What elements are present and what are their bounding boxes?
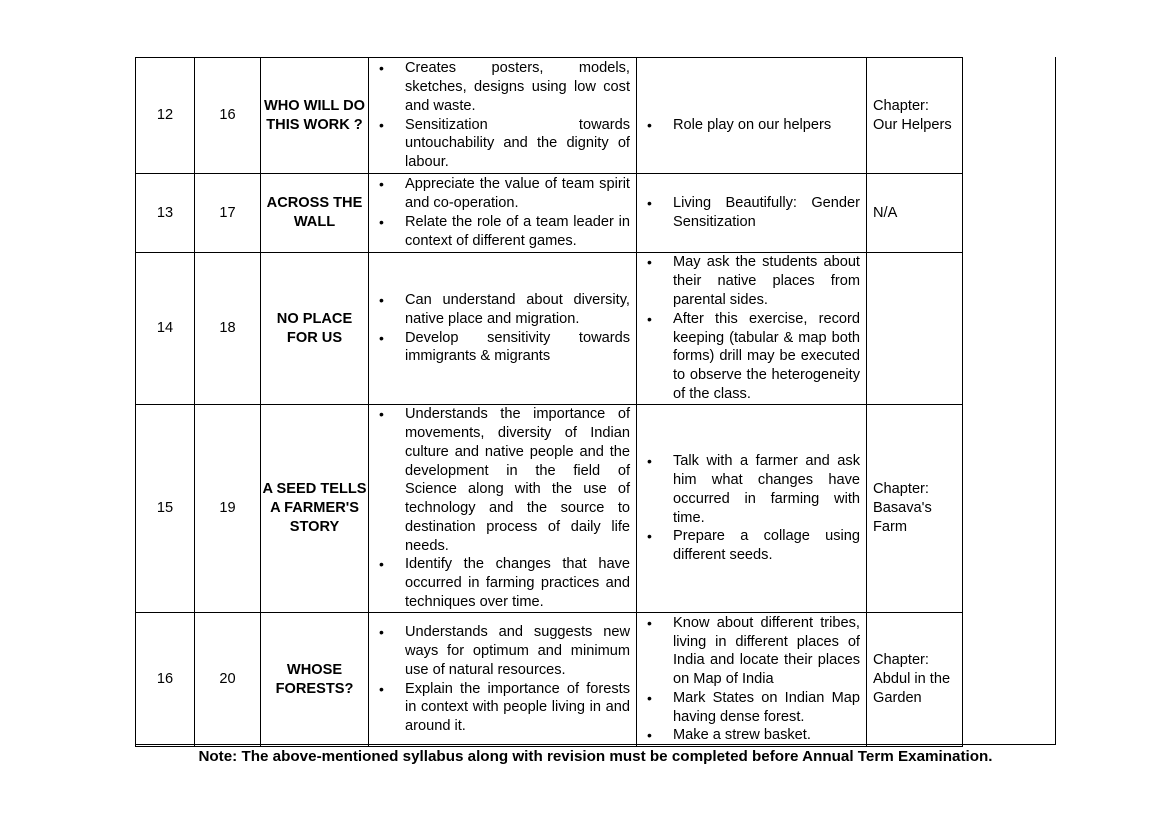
serial-number: 12 <box>136 58 195 174</box>
learning-outcomes <box>369 613 637 747</box>
list-item: • After this exercise, record keeping (tabular & map both forms) drill may be executed to observe the heterogeneity of the class. <box>637 310 866 404</box>
serial-number: 14 <box>136 253 195 405</box>
list-item: • Living Beautifully: Gender Sensitization <box>637 194 866 232</box>
reference: Chapter: Abdul in the Garden <box>867 613 963 747</box>
learning-outcomes <box>369 174 637 253</box>
lesson-title: A SEED TELLS A FARMER'S STORY <box>261 405 369 613</box>
learning-outcomes <box>369 405 637 613</box>
lesson-title: NO PLACE FOR US <box>261 253 369 405</box>
footer-note: Note: The above-mentioned syllabus along with revision must be completed before Annual Term Examination. <box>198 748 993 765</box>
lesson-title: ACROSS THE WALL <box>261 174 369 253</box>
lesson-title: WHOSE FORESTS? <box>261 613 369 747</box>
list-item: • Develop sensitivity towards immigrants & migrants <box>369 329 636 367</box>
table-row <box>136 405 963 613</box>
list-item: • Identify the changes that have occurred in farming practices and techniques over time. <box>369 555 636 611</box>
list-item: • Talk with a farmer and ask him what changes have occurred in farming with time. <box>637 452 866 527</box>
list-item: • Role play on our helpers <box>637 116 866 135</box>
list-item: • Understands the importance of movements, diversity of Indian culture and native people and the development in the field of Science along with the use of technology and the source to destination process of daily life needs. <box>369 405 636 555</box>
list-item: • Appreciate the value of team spirit and co-operation. <box>369 175 636 213</box>
table-row <box>136 253 963 405</box>
list-item: • Sensitization towards untouchability and the dignity of labour. <box>369 116 636 172</box>
list-item: • May ask the students about their native places from parental sides. <box>637 253 866 309</box>
serial-number: 16 <box>136 613 195 747</box>
learning-outcomes <box>369 253 637 405</box>
list-item: • Relate the role of a team leader in context of different games. <box>369 213 636 251</box>
lesson-number: 18 <box>195 253 261 405</box>
list-item: • Understands and suggests new ways for optimum and minimum use of natural resources. <box>369 623 636 679</box>
reference: N/A <box>867 174 963 253</box>
serial-number: 13 <box>136 174 195 253</box>
lesson-number: 16 <box>195 58 261 174</box>
reference: Chapter: Our Helpers <box>867 58 963 174</box>
list-item: • Can understand about diversity, native place and migration. <box>369 291 636 329</box>
activities <box>637 58 867 174</box>
list-item: • Explain the importance of forests in context with people living in and around it. <box>369 680 636 736</box>
table-row <box>136 174 963 253</box>
list-item: • Know about different tribes, living in different places of India and locate their places on Map of India <box>637 614 866 689</box>
activities <box>637 174 867 253</box>
learning-outcomes <box>369 58 637 174</box>
table-row <box>136 58 963 174</box>
lesson-number: 17 <box>195 174 261 253</box>
lesson-number: 20 <box>195 613 261 747</box>
list-item: • Prepare a collage using different seeds. <box>637 527 866 565</box>
table-row <box>136 613 963 747</box>
reference <box>867 253 963 405</box>
serial-number: 15 <box>136 405 195 613</box>
lesson-number: 19 <box>195 405 261 613</box>
list-item: • Make a strew basket. <box>637 726 866 745</box>
lesson-title: WHO WILL DO THIS WORK ? <box>261 58 369 174</box>
syllabus-table <box>135 57 963 747</box>
activities <box>637 613 867 747</box>
list-item: • Mark States on Indian Map having dense forest. <box>637 689 866 727</box>
activities <box>637 405 867 613</box>
list-item: • Creates posters, models, sketches, designs using low cost and waste. <box>369 59 636 115</box>
reference: Chapter: Basava's Farm <box>867 405 963 613</box>
activities <box>637 253 867 405</box>
